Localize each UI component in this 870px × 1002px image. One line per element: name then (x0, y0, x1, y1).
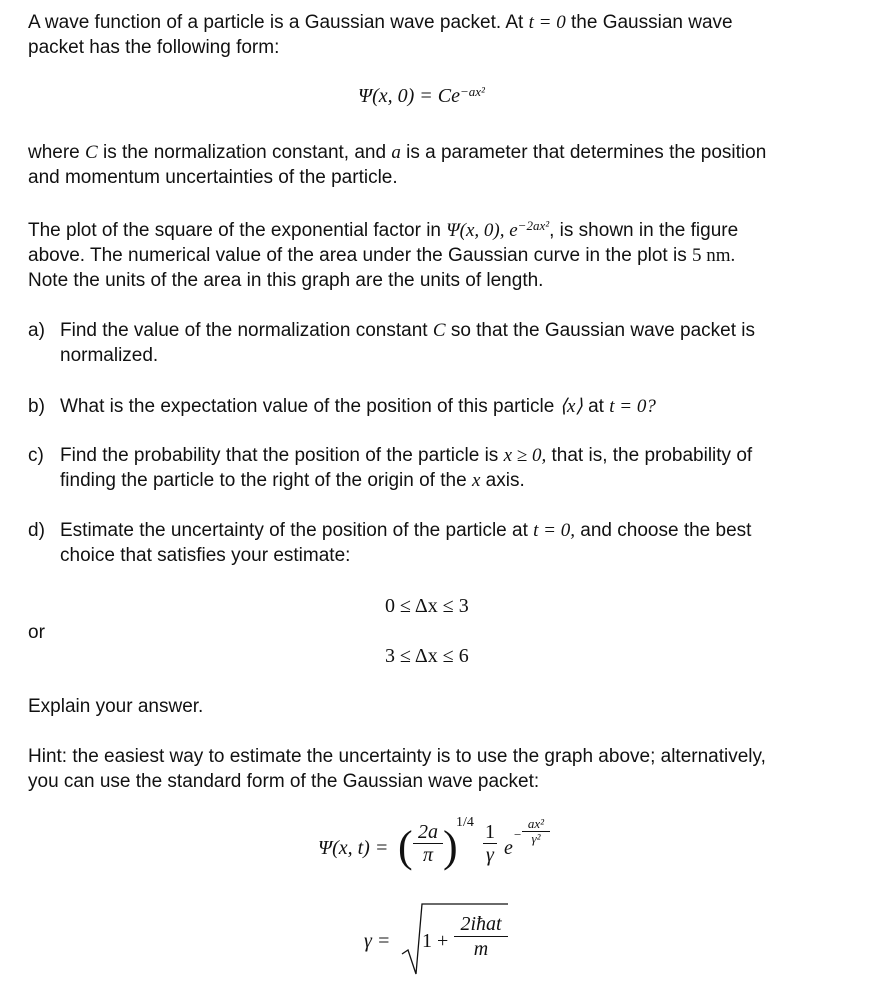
hint-line-2: you can use the standard form of the Gaussian wave packet: (28, 771, 540, 792)
intro-line-1: A wave function of a particle is a Gaussian wave packet. At t = 0 the Gaussian wave (28, 12, 733, 33)
where-line-1: where C is the normalization constant, and a is a parameter that determines the position (28, 142, 767, 163)
question-d-label: d) (28, 520, 45, 541)
question-a-line-1: Find the value of the normalization constant C so that the Gaussian wave packet is (60, 320, 755, 341)
choice-or: or (28, 622, 45, 643)
plot-line-3: Note the units of the area in this graph are the units of length. (28, 270, 544, 291)
choice-first: 0 ≤ Δx ≤ 3 (385, 595, 469, 617)
explain-text: Explain your answer. (28, 696, 204, 717)
question-b-label: b) (28, 396, 45, 417)
hint-line-1: Hint: the easiest way to estimate the uncertainty is to use the graph above; alternatively, (28, 746, 766, 767)
equation-gamma: γ = 1 + 2iħat m (364, 902, 524, 982)
question-a-label: a) (28, 320, 45, 341)
question-c-line-2: finding the particle to the right of the origin of the x axis. (60, 470, 525, 491)
equation-psi-x0: Ψ(x, $0) = Ce^{-ax^2}$ (358, 84, 485, 107)
where-line-2: and momentum uncertainties of the particle. (28, 167, 398, 188)
plot-line-2: above. The numerical value of the area under the Gaussian curve in the plot is 5 nm. (28, 245, 736, 266)
question-a-line-2: normalized. (60, 345, 159, 366)
choice-second: 3 ≤ Δx ≤ 6 (385, 645, 469, 667)
intro-line-2: packet has the following form: (28, 37, 280, 58)
plot-line-1: The plot of the square of the exponential factor in Ψ(x, 0), $e^{-2ax^2}$, is shown in the figure (28, 218, 739, 241)
question-c-label: c) (28, 445, 44, 466)
question-b-line: What is the expectation value of the position of this particle ⟨x⟩ at t = 0? (60, 396, 656, 417)
question-c-line-1: Find the probability that the position of the particle is x ≥ 0, that is, the probability of (60, 445, 753, 466)
question-d-line-2: choice that satisfies your estimate: (60, 545, 351, 566)
math-t0: t = 0 (528, 12, 566, 33)
question-d-line-1: Estimate the uncertainty of the position of the particle at t = 0, and choose the best (60, 520, 752, 541)
